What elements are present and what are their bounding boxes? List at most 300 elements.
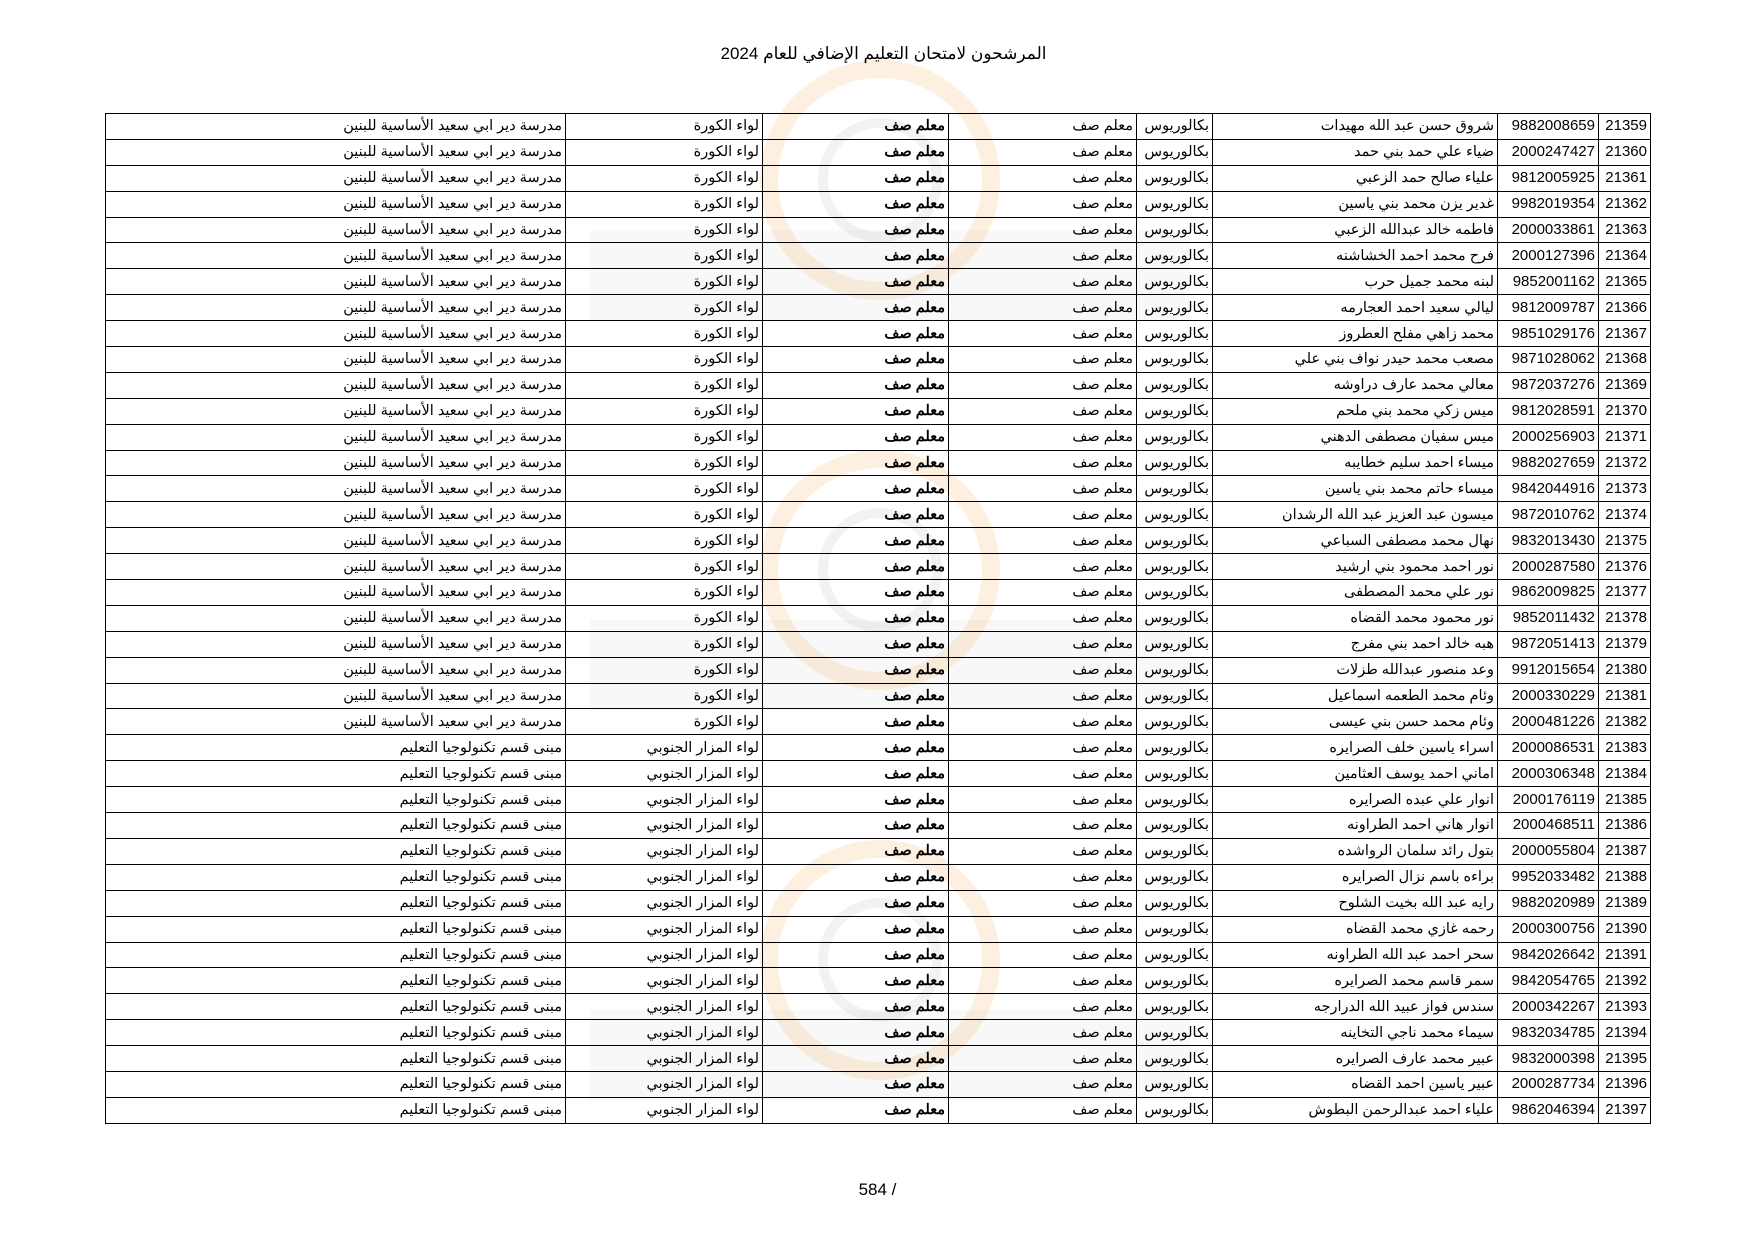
national-id-cell: 9982019354 (1498, 191, 1599, 217)
district-cell: لواء الكورة (566, 269, 763, 295)
specialization-cell: معلم صف (949, 1020, 1137, 1046)
exam-center-cell: مبنى قسم تكنولوجيا التعليم (106, 735, 566, 761)
specialization-cell: معلم صف (949, 554, 1137, 580)
degree-cell: بكالوريوس (1137, 243, 1213, 269)
degree-cell: بكالوريوس (1137, 295, 1213, 321)
table-row (106, 709, 1651, 735)
seq-number-cell: 21365 (1599, 269, 1651, 295)
table-row (106, 994, 1651, 1020)
seq-number-cell: 21394 (1599, 1020, 1651, 1046)
national-id-cell: 9852011432 (1498, 605, 1599, 631)
national-id-cell: 2000330229 (1498, 683, 1599, 709)
candidate-name-cell: وعد منصور عبدالله طزلات (1213, 657, 1498, 683)
candidate-name-cell: لبنه محمد جميل حرب (1213, 269, 1498, 295)
subject-cell: معلم صف (763, 838, 949, 864)
national-id-cell: 2000342267 (1498, 994, 1599, 1020)
degree-cell: بكالوريوس (1137, 1071, 1213, 1097)
degree-cell: بكالوريوس (1137, 424, 1213, 450)
exam-center-cell: مدرسة دير ابي سعيد الأساسية للبنين (106, 398, 566, 424)
degree-cell: بكالوريوس (1137, 1046, 1213, 1072)
subject-cell: معلم صف (763, 864, 949, 890)
specialization-cell: معلم صف (949, 838, 1137, 864)
table-row (106, 450, 1651, 476)
specialization-cell: معلم صف (949, 605, 1137, 631)
national-id-cell: 9842044916 (1498, 476, 1599, 502)
seq-number-cell: 21382 (1599, 709, 1651, 735)
degree-cell: بكالوريوس (1137, 838, 1213, 864)
subject-cell: معلم صف (763, 424, 949, 450)
candidate-name-cell: سيماء محمد ناجي التخاينه (1213, 1020, 1498, 1046)
district-cell: لواء الكورة (566, 424, 763, 450)
subject-cell: معلم صف (763, 476, 949, 502)
specialization-cell: معلم صف (949, 631, 1137, 657)
specialization-cell: معلم صف (949, 683, 1137, 709)
specialization-cell: معلم صف (949, 1097, 1137, 1123)
national-id-cell: 2000300756 (1498, 916, 1599, 942)
candidate-name-cell: فاطمه خالد عبدالله الزعبي (1213, 217, 1498, 243)
table-row (106, 114, 1651, 140)
district-cell: لواء المزار الجنوبي (566, 968, 763, 994)
degree-cell: بكالوريوس (1137, 605, 1213, 631)
national-id-cell: 9832000398 (1498, 1046, 1599, 1072)
candidate-name-cell: عبير محمد عارف الصرايره (1213, 1046, 1498, 1072)
exam-center-cell: مبنى قسم تكنولوجيا التعليم (106, 787, 566, 813)
national-id-cell: 9852001162 (1498, 269, 1599, 295)
exam-center-cell: مبنى قسم تكنولوجيا التعليم (106, 1097, 566, 1123)
table-row (106, 657, 1651, 683)
exam-center-cell: مدرسة دير ابي سعيد الأساسية للبنين (106, 554, 566, 580)
seq-number-cell: 21366 (1599, 295, 1651, 321)
district-cell: لواء المزار الجنوبي (566, 761, 763, 787)
candidate-name-cell: اماني احمد يوسف العثامين (1213, 761, 1498, 787)
candidate-name-cell: سحر احمد عبد الله الطراونه (1213, 942, 1498, 968)
degree-cell: بكالوريوس (1137, 191, 1213, 217)
candidate-name-cell: ميس سفيان مصطفى الدهني (1213, 424, 1498, 450)
page-number: 584 / (858, 1180, 897, 1199)
district-cell: لواء المزار الجنوبي (566, 1020, 763, 1046)
exam-center-cell: مدرسة دير ابي سعيد الأساسية للبنين (106, 269, 566, 295)
candidate-name-cell: سمر قاسم محمد الصرايره (1213, 968, 1498, 994)
exam-center-cell: مبنى قسم تكنولوجيا التعليم (106, 942, 566, 968)
degree-cell: بكالوريوس (1137, 657, 1213, 683)
degree-cell: بكالوريوس (1137, 916, 1213, 942)
national-id-cell: 2000481226 (1498, 709, 1599, 735)
specialization-cell: معلم صف (949, 1046, 1137, 1072)
specialization-cell: معلم صف (949, 139, 1137, 165)
candidate-name-cell: فرح محمد احمد الخشاشنه (1213, 243, 1498, 269)
seq-number-cell: 21370 (1599, 398, 1651, 424)
exam-center-cell: مبنى قسم تكنولوجيا التعليم (106, 1071, 566, 1097)
district-cell: لواء الكورة (566, 372, 763, 398)
subject-cell: معلم صف (763, 1046, 949, 1072)
district-cell: لواء المزار الجنوبي (566, 890, 763, 916)
degree-cell: بكالوريوس (1137, 1020, 1213, 1046)
subject-cell: معلم صف (763, 502, 949, 528)
specialization-cell: معلم صف (949, 528, 1137, 554)
candidate-name-cell: نهال محمد مصطفى السباعي (1213, 528, 1498, 554)
seq-number-cell: 21396 (1599, 1071, 1651, 1097)
degree-cell: بكالوريوس (1137, 1097, 1213, 1123)
district-cell: لواء الكورة (566, 502, 763, 528)
degree-cell: بكالوريوس (1137, 502, 1213, 528)
district-cell: لواء الكورة (566, 683, 763, 709)
seq-number-cell: 21371 (1599, 424, 1651, 450)
candidate-name-cell: نور احمد محمود بني ارشيد (1213, 554, 1498, 580)
specialization-cell: معلم صف (949, 372, 1137, 398)
table-row (106, 683, 1651, 709)
exam-center-cell: مدرسة دير ابي سعيد الأساسية للبنين (106, 450, 566, 476)
degree-cell: بكالوريوس (1137, 372, 1213, 398)
subject-cell: معلم صف (763, 580, 949, 606)
specialization-cell: معلم صف (949, 813, 1137, 839)
subject-cell: معلم صف (763, 631, 949, 657)
table-row (106, 502, 1651, 528)
candidates-table (105, 113, 1651, 1124)
specialization-cell: معلم صف (949, 165, 1137, 191)
exam-center-cell: مدرسة دير ابي سعيد الأساسية للبنين (106, 502, 566, 528)
table-row (106, 165, 1651, 191)
exam-center-cell: مدرسة دير ابي سعيد الأساسية للبنين (106, 424, 566, 450)
seq-number-cell: 21395 (1599, 1046, 1651, 1072)
subject-cell: معلم صف (763, 890, 949, 916)
exam-center-cell: مبنى قسم تكنولوجيا التعليم (106, 994, 566, 1020)
specialization-cell: معلم صف (949, 916, 1137, 942)
table-row (106, 787, 1651, 813)
table-row (106, 916, 1651, 942)
degree-cell: بكالوريوس (1137, 269, 1213, 295)
district-cell: لواء المزار الجنوبي (566, 864, 763, 890)
candidate-name-cell: ميسون عبد العزيز عبد الله الرشدان (1213, 502, 1498, 528)
subject-cell: معلم صف (763, 968, 949, 994)
district-cell: لواء الكورة (566, 476, 763, 502)
national-id-cell: 9851029176 (1498, 321, 1599, 347)
seq-number-cell: 21373 (1599, 476, 1651, 502)
subject-cell: معلم صف (763, 761, 949, 787)
specialization-cell: معلم صف (949, 657, 1137, 683)
exam-center-cell: مدرسة دير ابي سعيد الأساسية للبنين (106, 295, 566, 321)
degree-cell: بكالوريوس (1137, 683, 1213, 709)
exam-center-cell: مبنى قسم تكنولوجيا التعليم (106, 761, 566, 787)
national-id-cell: 9862009825 (1498, 580, 1599, 606)
subject-cell: معلم صف (763, 683, 949, 709)
district-cell: لواء الكورة (566, 657, 763, 683)
candidate-name-cell: علياء صالح حمد الزعبي (1213, 165, 1498, 191)
district-cell: لواء الكورة (566, 165, 763, 191)
subject-cell: معلم صف (763, 243, 949, 269)
degree-cell: بكالوريوس (1137, 321, 1213, 347)
national-id-cell: 9842026642 (1498, 942, 1599, 968)
seq-number-cell: 21369 (1599, 372, 1651, 398)
subject-cell: معلم صف (763, 217, 949, 243)
specialization-cell: معلم صف (949, 398, 1137, 424)
national-id-cell: 9882008659 (1498, 114, 1599, 140)
candidate-name-cell: بتول رائد سلمان الرواشده (1213, 838, 1498, 864)
exam-center-cell: مدرسة دير ابي سعيد الأساسية للبنين (106, 657, 566, 683)
exam-center-cell: مبنى قسم تكنولوجيا التعليم (106, 968, 566, 994)
national-id-cell: 9952033482 (1498, 864, 1599, 890)
seq-number-cell: 21393 (1599, 994, 1651, 1020)
national-id-cell: 2000055804 (1498, 838, 1599, 864)
degree-cell: بكالوريوس (1137, 709, 1213, 735)
specialization-cell: معلم صف (949, 347, 1137, 373)
subject-cell: معلم صف (763, 1020, 949, 1046)
degree-cell: بكالوريوس (1137, 114, 1213, 140)
specialization-cell: معلم صف (949, 269, 1137, 295)
page-title (0, 44, 1755, 64)
seq-number-cell: 21361 (1599, 165, 1651, 191)
degree-cell: بكالوريوس (1137, 580, 1213, 606)
national-id-cell: 2000306348 (1498, 761, 1599, 787)
subject-cell: معلم صف (763, 372, 949, 398)
degree-cell: بكالوريوس (1137, 813, 1213, 839)
seq-number-cell: 21375 (1599, 528, 1651, 554)
specialization-cell: معلم صف (949, 735, 1137, 761)
candidate-name-cell: براءه باسم نزال الصرايره (1213, 864, 1498, 890)
national-id-cell: 9882027659 (1498, 450, 1599, 476)
seq-number-cell: 21378 (1599, 605, 1651, 631)
specialization-cell: معلم صف (949, 709, 1137, 735)
district-cell: لواء المزار الجنوبي (566, 942, 763, 968)
specialization-cell: معلم صف (949, 191, 1137, 217)
candidate-name-cell: رحمه غازي محمد القضاه (1213, 916, 1498, 942)
district-cell: لواء الكورة (566, 347, 763, 373)
district-cell: لواء الكورة (566, 295, 763, 321)
exam-center-cell: مدرسة دير ابي سعيد الأساسية للبنين (106, 528, 566, 554)
table-row (106, 321, 1651, 347)
district-cell: لواء الكورة (566, 528, 763, 554)
district-cell: لواء الكورة (566, 321, 763, 347)
candidate-name-cell: سندس فواز عبيد الله الدرارجه (1213, 994, 1498, 1020)
subject-cell: معلم صف (763, 1097, 949, 1123)
seq-number-cell: 21364 (1599, 243, 1651, 269)
national-id-cell: 2000127396 (1498, 243, 1599, 269)
exam-center-cell: مدرسة دير ابي سعيد الأساسية للبنين (106, 605, 566, 631)
seq-number-cell: 21367 (1599, 321, 1651, 347)
seq-number-cell: 21372 (1599, 450, 1651, 476)
district-cell: لواء المزار الجنوبي (566, 1071, 763, 1097)
candidate-name-cell: ميساء احمد سليم خطايبه (1213, 450, 1498, 476)
exam-center-cell: مبنى قسم تكنولوجيا التعليم (106, 916, 566, 942)
subject-cell: معلم صف (763, 994, 949, 1020)
district-cell: لواء الكورة (566, 554, 763, 580)
table-row (106, 347, 1651, 373)
national-id-cell: 2000086531 (1498, 735, 1599, 761)
candidate-name-cell: ميساء حاتم محمد بني ياسين (1213, 476, 1498, 502)
candidate-name-cell: علياء احمد عبدالرحمن البطوش (1213, 1097, 1498, 1123)
table-row (106, 1097, 1651, 1123)
subject-cell: معلم صف (763, 657, 949, 683)
seq-number-cell: 21392 (1599, 968, 1651, 994)
degree-cell: بكالوريوس (1137, 554, 1213, 580)
exam-center-cell: مبنى قسم تكنولوجيا التعليم (106, 890, 566, 916)
seq-number-cell: 21359 (1599, 114, 1651, 140)
table-row (106, 864, 1651, 890)
specialization-cell: معلم صف (949, 114, 1137, 140)
subject-cell: معلم صف (763, 1071, 949, 1097)
specialization-cell: معلم صف (949, 321, 1137, 347)
exam-center-cell: مدرسة دير ابي سعيد الأساسية للبنين (106, 165, 566, 191)
candidate-name-cell: ميس زكي محمد بني ملحم (1213, 398, 1498, 424)
table-row (106, 968, 1651, 994)
seq-number-cell: 21377 (1599, 580, 1651, 606)
table-row (106, 605, 1651, 631)
specialization-cell: معلم صف (949, 864, 1137, 890)
candidate-name-cell: اسراء ياسين خلف الصرايره (1213, 735, 1498, 761)
candidate-name-cell: عبير ياسين احمد القضاه (1213, 1071, 1498, 1097)
specialization-cell: معلم صف (949, 476, 1137, 502)
candidate-name-cell: غدير يزن محمد بني ياسين (1213, 191, 1498, 217)
national-id-cell: 9872051413 (1498, 631, 1599, 657)
specialization-cell: معلم صف (949, 761, 1137, 787)
subject-cell: معلم صف (763, 398, 949, 424)
table-row (106, 295, 1651, 321)
candidate-name-cell: شروق حسن عبد الله مهيدات (1213, 114, 1498, 140)
specialization-cell: معلم صف (949, 942, 1137, 968)
degree-cell: بكالوريوس (1137, 528, 1213, 554)
subject-cell: معلم صف (763, 787, 949, 813)
subject-cell: معلم صف (763, 735, 949, 761)
district-cell: لواء المزار الجنوبي (566, 1046, 763, 1072)
degree-cell: بكالوريوس (1137, 450, 1213, 476)
subject-cell: معلم صف (763, 191, 949, 217)
specialization-cell: معلم صف (949, 217, 1137, 243)
district-cell: لواء المزار الجنوبي (566, 787, 763, 813)
subject-cell: معلم صف (763, 916, 949, 942)
candidate-name-cell: ليالي سعيد احمد العجارمه (1213, 295, 1498, 321)
degree-cell: بكالوريوس (1137, 942, 1213, 968)
degree-cell: بكالوريوس (1137, 476, 1213, 502)
seq-number-cell: 21390 (1599, 916, 1651, 942)
seq-number-cell: 21381 (1599, 683, 1651, 709)
degree-cell: بكالوريوس (1137, 968, 1213, 994)
national-id-cell: 2000176119 (1498, 787, 1599, 813)
exam-center-cell: مدرسة دير ابي سعيد الأساسية للبنين (106, 139, 566, 165)
seq-number-cell: 21368 (1599, 347, 1651, 373)
subject-cell: معلم صف (763, 321, 949, 347)
degree-cell: بكالوريوس (1137, 761, 1213, 787)
subject-cell: معلم صف (763, 605, 949, 631)
candidate-name-cell: ضياء علي حمد بني حمد (1213, 139, 1498, 165)
candidate-name-cell: نور علي محمد المصطفى (1213, 580, 1498, 606)
exam-center-cell: مبنى قسم تكنولوجيا التعليم (106, 838, 566, 864)
seq-number-cell: 21362 (1599, 191, 1651, 217)
table-row (106, 580, 1651, 606)
degree-cell: بكالوريوس (1137, 217, 1213, 243)
district-cell: لواء المزار الجنوبي (566, 813, 763, 839)
national-id-cell: 2000033861 (1498, 217, 1599, 243)
district-cell: لواء الكورة (566, 398, 763, 424)
exam-center-cell: مدرسة دير ابي سعيد الأساسية للبنين (106, 372, 566, 398)
table-row (106, 735, 1651, 761)
candidate-name-cell: نور محمود محمد القضاه (1213, 605, 1498, 631)
degree-cell: بكالوريوس (1137, 994, 1213, 1020)
national-id-cell: 9882020989 (1498, 890, 1599, 916)
candidate-name-cell: رايه عبد الله بخيت الشلوح (1213, 890, 1498, 916)
table-row (106, 813, 1651, 839)
candidate-name-cell: وئام محمد الطعمه اسماعيل (1213, 683, 1498, 709)
subject-cell: معلم صف (763, 813, 949, 839)
exam-center-cell: مبنى قسم تكنولوجيا التعليم (106, 864, 566, 890)
table-row (106, 269, 1651, 295)
national-id-cell: 9872010762 (1498, 502, 1599, 528)
seq-number-cell: 21388 (1599, 864, 1651, 890)
candidate-name-cell: معالي محمد عارف دراوشه (1213, 372, 1498, 398)
table-row (106, 1071, 1651, 1097)
exam-center-cell: مدرسة دير ابي سعيد الأساسية للبنين (106, 709, 566, 735)
table-row (106, 838, 1651, 864)
table-row (106, 424, 1651, 450)
national-id-cell: 2000287580 (1498, 554, 1599, 580)
specialization-cell: معلم صف (949, 787, 1137, 813)
candidate-name-cell: محمد زاهي مفلح العطروز (1213, 321, 1498, 347)
national-id-cell: 9832013430 (1498, 528, 1599, 554)
specialization-cell: معلم صف (949, 243, 1137, 269)
seq-number-cell: 21374 (1599, 502, 1651, 528)
district-cell: لواء الكورة (566, 631, 763, 657)
degree-cell: بكالوريوس (1137, 735, 1213, 761)
district-cell: لواء المزار الجنوبي (566, 994, 763, 1020)
national-id-cell: 9812005925 (1498, 165, 1599, 191)
subject-cell: معلم صف (763, 554, 949, 580)
national-id-cell: 9872037276 (1498, 372, 1599, 398)
specialization-cell: معلم صف (949, 450, 1137, 476)
district-cell: لواء الكورة (566, 605, 763, 631)
specialization-cell: معلم صف (949, 890, 1137, 916)
district-cell: لواء الكورة (566, 114, 763, 140)
degree-cell: بكالوريوس (1137, 631, 1213, 657)
subject-cell: معلم صف (763, 450, 949, 476)
national-id-cell: 9812009787 (1498, 295, 1599, 321)
exam-center-cell: مدرسة دير ابي سعيد الأساسية للبنين (106, 683, 566, 709)
exam-center-cell: مدرسة دير ابي سعيد الأساسية للبنين (106, 476, 566, 502)
degree-cell: بكالوريوس (1137, 864, 1213, 890)
table-row (106, 528, 1651, 554)
degree-cell: بكالوريوس (1137, 347, 1213, 373)
table-row (106, 217, 1651, 243)
table-row (106, 631, 1651, 657)
national-id-cell: 9842054765 (1498, 968, 1599, 994)
table-row (106, 1020, 1651, 1046)
degree-cell: بكالوريوس (1137, 165, 1213, 191)
national-id-cell: 9871028062 (1498, 347, 1599, 373)
district-cell: لواء الكورة (566, 580, 763, 606)
exam-center-cell: مدرسة دير ابي سعيد الأساسية للبنين (106, 347, 566, 373)
national-id-cell: 9912015654 (1498, 657, 1599, 683)
subject-cell: معلم صف (763, 139, 949, 165)
table-row (106, 1046, 1651, 1072)
specialization-cell: معلم صف (949, 1071, 1137, 1097)
table-row (106, 761, 1651, 787)
seq-number-cell: 21360 (1599, 139, 1651, 165)
subject-cell: معلم صف (763, 528, 949, 554)
candidate-name-cell: انوار علي عبده الصرايره (1213, 787, 1498, 813)
seq-number-cell: 21379 (1599, 631, 1651, 657)
exam-center-cell: مدرسة دير ابي سعيد الأساسية للبنين (106, 191, 566, 217)
exam-center-cell: مدرسة دير ابي سعيد الأساسية للبنين (106, 580, 566, 606)
table-row (106, 554, 1651, 580)
candidate-name-cell: مصعب محمد حيدر نواف بني علي (1213, 347, 1498, 373)
candidate-name-cell: انوار هاني احمد الطراونه (1213, 813, 1498, 839)
national-id-cell: 2000287734 (1498, 1071, 1599, 1097)
national-id-cell: 9812028591 (1498, 398, 1599, 424)
specialization-cell: معلم صف (949, 968, 1137, 994)
national-id-cell: 9862046394 (1498, 1097, 1599, 1123)
subject-cell: معلم صف (763, 295, 949, 321)
candidate-name-cell: هبه خالد احمد بني مفرج (1213, 631, 1498, 657)
seq-number-cell: 21376 (1599, 554, 1651, 580)
seq-number-cell: 21385 (1599, 787, 1651, 813)
page-title-text: المرشحون لامتحان التعليم الإضافي للعام 2024 (720, 44, 1047, 63)
